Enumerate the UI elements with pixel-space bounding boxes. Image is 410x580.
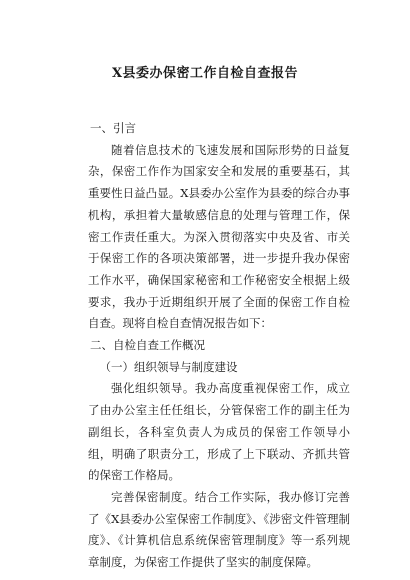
document-body (88, 118, 350, 574)
section-heading-intro: 一、引言 (90, 121, 136, 135)
paragraph-organization: 强化组织领导。我办高度重视保密工作，成立了由办公室主任任组长，分管保密工作的副主任为副组长，各科室负责人为成员的保密工作领导小组，明确了职责分工，形成了上下联动、齐抓共管的保密工作格局。 (88, 381, 350, 483)
document-title: X县委办保密工作自检自查报告 (111, 66, 299, 81)
paragraph-intro: 随着信息技术的飞速发展和国际形势的日益复杂，保密工作作为国家安全和发展的重要基石，其重要性日益凸显。X县委办公室作为县委的综合办事机构，承担着大量敏感信息的处理与管理工作，保密工作责任重大。为深入贯彻落实中央及省、市关于保密工作的各项决策部署，进一步提升我办保密工作水平，确保国家秘密和工作秘密安全根据上级要求，我办于近期组织开展了全面的保密工作自检自查。现将自检自查情况报告如下： (88, 142, 350, 331)
subsection-heading-organization: （一）组织领导与制度建设 (99, 359, 238, 374)
section-heading-overview: 二、自检自查工作概况 (90, 338, 205, 353)
paragraph-system: 完善保密制度。结合工作实际，我办修订完善了《X县委办公室保密工作制度》、《涉密文件管理制度》、《计算机信息系统保密管理制度》等一系列规章制度，为保密工作提供了坚实的制度保障。 (88, 489, 350, 570)
